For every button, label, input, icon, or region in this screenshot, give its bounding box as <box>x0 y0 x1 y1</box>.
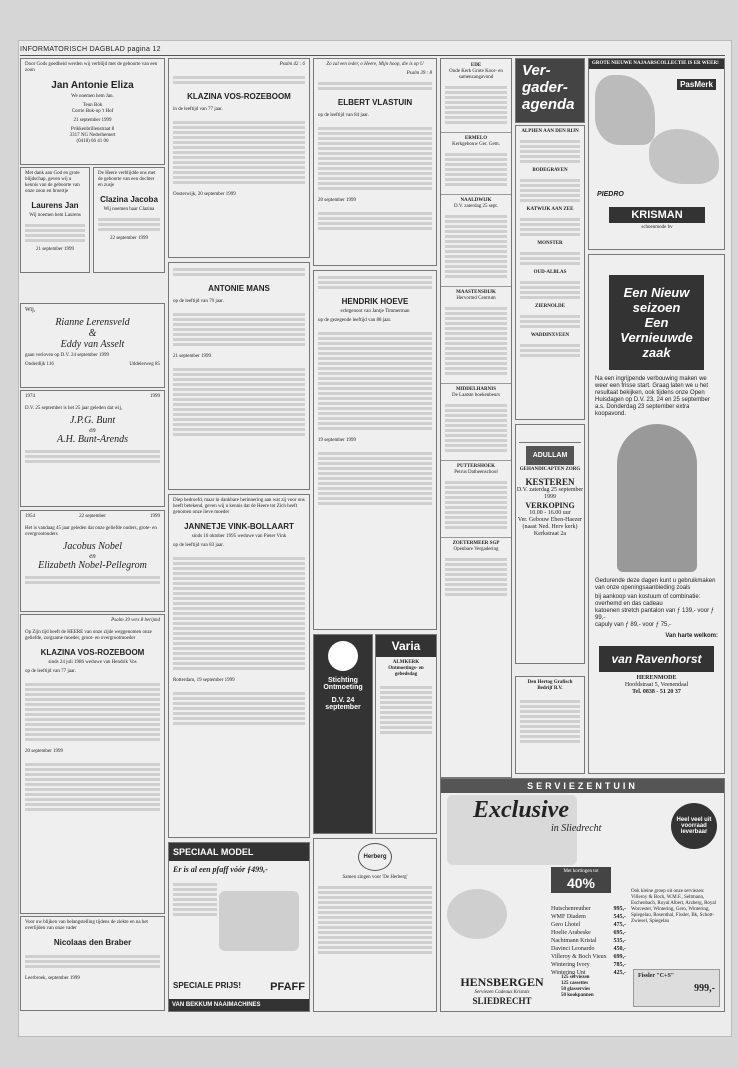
stichting-title: Stichting Ontmoeting <box>323 677 363 691</box>
deceased-name: JANNETJE VINK-BOLLAART <box>184 522 294 531</box>
adullam-subtitle: GEHANDICAPTEN ZORG <box>519 467 581 472</box>
store-address: Hoofdstraat 5, Veenendaal <box>624 682 689 688</box>
year-start: 1954 <box>25 514 35 519</box>
agenda-item: ZIERNOLDE <box>534 304 565 309</box>
agenda-title-3: agenda <box>522 96 575 113</box>
banner-word-een: Een <box>623 285 648 300</box>
price-list <box>551 905 626 977</box>
ravenhorst-logo: van Ravenhorst <box>599 646 714 672</box>
engagement-text: gaan verloven op D.V. 24 september 1999 <box>25 353 110 358</box>
agenda-item: ALPHEN AAN DEN RIJN <box>521 129 579 134</box>
price-row: Gero Lhotel 475,- <box>551 922 626 928</box>
agenda-item: KATWIJK AAN ZEE <box>526 207 574 212</box>
quote: Zo zal een ieder, o Heere, Mijn hoop, die is op U <box>326 62 424 67</box>
spouse-of: echtgenoot van Jantje Timmerman <box>340 309 410 314</box>
adullam-ad <box>515 424 585 664</box>
parents: Teun Bok Corrie Bok-op 't Hof <box>71 103 114 114</box>
nickname: Wij noemen haar Clazina <box>103 207 155 212</box>
shoe-store-ad <box>588 58 725 250</box>
psalm-ref: Psalm 39 : 8 <box>406 71 432 76</box>
age-text: op de leeftijd van 77 jaar. <box>25 669 76 674</box>
deceased-name: Nicolaas den Braber <box>53 938 132 947</box>
address-2: Uddelerweg 85 <box>129 362 160 367</box>
birth-date: 21 september 1999 <box>73 118 112 123</box>
stock-count: 50 kookpannen <box>561 993 594 998</box>
varia-text: ALMKERK Ontmoetings- en gebedsdag <box>388 660 424 677</box>
church-text: D.V. zaterdag 25 sept. <box>453 204 499 209</box>
church-title: EDE <box>470 63 482 68</box>
pfaff-ad <box>168 842 310 1012</box>
church-title: PUTTERSHOEK <box>456 464 496 469</box>
agenda-list <box>515 125 585 420</box>
store-name: HENSBERGEN <box>460 975 544 989</box>
adullam-logo: ADULLAM <box>526 446 574 465</box>
ravenhorst-ad <box>588 254 725 774</box>
baby-name: Laurens Jan <box>31 201 79 210</box>
discount-box <box>551 867 611 893</box>
psalm-ref: Psalm 39 vers 8 berijmd <box>111 618 160 623</box>
year-end: 1999 <box>150 394 160 399</box>
obituary-notice-6 <box>313 270 437 630</box>
church-title: ERMELO <box>464 136 488 141</box>
age-text: op de leeftijd van 83 jaar. <box>173 543 224 548</box>
and-text: en <box>89 552 96 560</box>
obituary-notice-2 <box>168 58 310 258</box>
engagement-notice <box>20 303 165 388</box>
death-date: 20 september 1999 <box>318 198 357 203</box>
death-date: Rotterdam, 19 september 1999 <box>173 678 235 683</box>
banner-word-seizoen: seizoen <box>632 300 681 315</box>
death-date: 21 september 1999 <box>173 354 212 359</box>
obituary-notice-4 <box>168 494 310 838</box>
year-start: 1974 <box>25 394 35 399</box>
stock-counts <box>561 975 631 999</box>
shoe-image <box>595 75 655 145</box>
banner-word-nieuw: Nieuw <box>651 285 690 300</box>
price-row: WMF Diadem 545,- <box>551 914 626 920</box>
fissler-box <box>633 969 720 1007</box>
thanks-notice <box>20 916 165 1011</box>
store-text: Na een ingrijpende verbouwing maken we weer een frisse start. Graag laten we u het resultaat bekijken, ook tijdens onze Open Huisdagen op D.V. 23, 24 en 25 september a.s. Donderdag 23 september extra koopavond. <box>595 376 710 417</box>
agenda-item: BODEGRAVEN <box>532 168 568 173</box>
welcome-tag: Van harte welkom: <box>665 633 718 639</box>
stichting-logo-icon <box>328 641 358 671</box>
age-text: op de leeftijd van 84 jaar. <box>318 113 369 118</box>
nickname: Wij noemen hem Laurens <box>29 213 81 218</box>
sale-street: Kerkstraat 2a <box>533 531 567 537</box>
herberg-logo: Herberg <box>358 843 392 871</box>
sale-label: VERKOPING <box>525 501 575 510</box>
obituary-text: Diep bedroefd, maar in dankbare herinnering aan wat zij voor ons heeft betekend, geven wij u kennis dat de Heere tot Zich heeft genomen onze lieve moeder <box>173 498 305 515</box>
sale-place: Ver. Gebouw Eben-Haezer (naast Ned. Herv kerk) <box>517 517 583 530</box>
varia-ad <box>375 634 437 834</box>
thanks-date: Leerbroek, september 1999 <box>25 976 80 981</box>
fissler-title: Fissler "C+S" <box>638 973 675 979</box>
birth-date: 22 september 1999 <box>109 236 149 241</box>
price-row: Villeroy & Boch Vieux 699,- <box>551 954 626 960</box>
birth-date: 21 september 1999 <box>35 247 75 252</box>
church-agenda-column <box>440 58 512 778</box>
nickname: We noemen hem Jan. <box>71 94 114 99</box>
church-title: NAALDWIJK <box>460 198 492 203</box>
year-end: 1999 <box>149 514 160 519</box>
sewing-machine-image <box>219 891 299 951</box>
church-text: Openbare Vergadering <box>453 547 499 552</box>
store-town: SLIEDRECHT <box>472 996 532 1006</box>
store-phone: Tel. 0838 - 51 20 37 <box>632 689 681 695</box>
piedro-logo: PIEDRO <box>597 191 624 198</box>
header-rule <box>20 55 725 56</box>
birth-intro: De Heere verblijdde ons met de geboorte van een dochter en zusje <box>98 171 156 188</box>
widow-of: sinds 16 oktober 1995 weduwe van Pieter Vink <box>191 534 287 539</box>
age-text: in de leeftijd van 77 jaar. <box>173 107 223 112</box>
price-row: Davinci Leonardo 450,- <box>551 946 626 952</box>
death-date: Oosterwijk, 20 september 1999 <box>173 192 236 197</box>
pfaff-logo: PFAFF <box>270 981 305 993</box>
address-1: Onderdijk 116 <box>25 362 54 367</box>
baby-name: Jan Antonie Eliza <box>51 80 134 91</box>
and-text: en <box>89 426 96 434</box>
wife-name: Elizabeth Nobel-Pellegrom <box>38 560 147 571</box>
banner-word-een-2: Een <box>644 315 669 330</box>
deceased-name: ELBERT VLASTUIN <box>337 98 413 107</box>
sale-time: 10.00 - 16.00 uur <box>529 510 571 516</box>
baby-name: Clazina Jacoba <box>100 195 158 204</box>
church-text: Oude Kerk Grote Koor- en samenzangavond <box>449 69 503 80</box>
offer-intro: Gedurende deze dagen kunt u gebruikmaken van onze openingsaanbieding zoals <box>595 578 716 591</box>
den-hertog-ad <box>515 676 585 774</box>
agenda-item: WADDINXVEEN <box>530 333 570 338</box>
stichting-header <box>519 428 581 443</box>
husband-name: J.P.G. Bunt <box>69 415 116 426</box>
stichting-ontmoeting-ad <box>313 634 373 834</box>
sliedrecht-subtitle: in Sliedrecht <box>551 823 602 834</box>
serviezentuin-banner: SERVIEZENTUIN <box>441 779 724 793</box>
anniversary-date: 22 september <box>79 514 106 519</box>
psalm-ref: Psalm 42 : 6 <box>279 62 305 67</box>
varia-title: Varia <box>376 635 436 657</box>
brands-text: Ook kleine groep uit onze serviezen: Villeroy & Boch, W.M.F., Seltmann, Eschenbach, Royal Albert, Arzberg, Royal Worcester, Wintering, Gero, Wintering, Spiegelau, Rosenthal, Fissler, Bk, Schott-Zwiesel, Spiegelau <box>631 889 717 924</box>
agenda-header <box>515 58 585 123</box>
offer-item-3: capuly van ƒ 89,- voor ƒ 75,- <box>595 622 672 628</box>
agenda-item: OUD-ALBLAS <box>533 270 567 275</box>
birth-notice-1 <box>20 58 165 165</box>
store-type: HERENMODE <box>636 675 677 681</box>
sale-date: D.V. zaterdag 25 september 1999 <box>516 487 584 500</box>
price-row: Hoelie Arabeske 695,- <box>551 930 626 936</box>
man-in-suit-image <box>617 424 697 572</box>
address: Prikkenbrillenstraat 8 3317 NG Nederhemert (0418) 66 41 00 <box>69 127 116 144</box>
price-row: Wintering Uni 425,- <box>551 970 626 976</box>
special-price-label: SPECIALE PRIJS! <box>173 981 242 990</box>
store-subtitle: Serviezen Cadeaus Kristals <box>474 990 530 995</box>
stichting-date: D.V. 24 september <box>325 697 361 711</box>
agenda-title-2: gader- <box>522 79 568 96</box>
anniversary-notice-1 <box>20 390 165 507</box>
deceased-name: HENDRIK HOEVE <box>341 297 409 306</box>
birth-intro: Met dank aan God en grote blijdschap, geven wij u kennis van de geboorte van onze zoon en broertje <box>25 171 80 194</box>
offer-item-1: bij aankoop van kostuum of combinatie: overhemd en das cadeau <box>595 594 701 607</box>
hensbergen-ad <box>440 778 725 1012</box>
obituary-notice-5 <box>313 58 437 266</box>
church-text: Hervormd Centrum <box>456 296 496 301</box>
price-row: Hutschenreuther 995,- <box>551 906 626 912</box>
stock-badge: Heel veel uit voorraad leverbaar <box>671 803 717 849</box>
obituary-text: Op Zijn tijd heeft de HEERE van onze zijde weggenomen onze geliefde, zorgzame moeder, groot- en overgrootmoeder <box>25 630 152 641</box>
den-hertog-title: Den Hertog Grafisch Bedrijf B.V. <box>527 680 573 691</box>
death-date: 19 september 1999 <box>318 438 357 443</box>
deceased-name: KLAZINA VOS-ROZEBOOM <box>187 92 291 101</box>
offer-item-2: katoenen stretch pantalon van ƒ 139,- voor ƒ 99,- <box>595 608 715 621</box>
age-text: op de leeftijd van 79 jaar. <box>173 299 224 304</box>
discount-value: 40% <box>566 875 596 891</box>
husband-name: Jacobus Nobel <box>62 541 123 552</box>
ad-price: Er is al een pfaff vóór ƒ499,- <box>173 865 268 874</box>
deceased-name: ANTONIE MANS <box>208 284 270 293</box>
engagement-amp: & <box>88 328 97 339</box>
stock-count: 50 glasservies <box>561 987 591 992</box>
collection-banner: GROTE NIEUWE NAJAARSCOLLECTIE IS ER WEER! <box>589 59 724 69</box>
plate-image <box>447 889 507 939</box>
exclusive-title: Exclusive <box>473 797 569 823</box>
church-title: ZOETERMEER SGP <box>452 541 500 546</box>
dealer-name: VAN BEKKUM NAAIMACHINES <box>169 999 309 1011</box>
church-text: Petrus Datheenschool <box>454 470 498 475</box>
church-text: De Laatste boekenbeurs <box>451 393 501 398</box>
engagement-label: Wij, <box>25 307 36 313</box>
deceased-name: KLAZINA VOS-ROZEBOOM <box>40 648 145 657</box>
thanks-text: Voor uw blijken van belangstelling tijdens de ziekte en na het overlijden van onze vader <box>25 920 148 931</box>
anniversary-text: D.V. 25 september is het 25 jaar geleden dat wij, <box>25 406 123 411</box>
banner-word-vernieuwde: Vernieuwde <box>620 330 693 345</box>
death-date: 20 september 1999 <box>25 749 64 754</box>
wife-name: A.H. Bunt-Arends <box>56 434 128 445</box>
anniversary-text: Het is vandaag 45 jaar geleden dat onze geliefde ouders, grote- en overgrootouders <box>25 526 157 537</box>
town-name: KESTEREN <box>525 477 575 487</box>
church-title: MIDDELHARNIS <box>455 387 496 392</box>
krisman-logo: KRISMAN <box>609 207 705 223</box>
price-row: Wintering Ivory 785,- <box>551 962 626 968</box>
new-season-banner <box>609 275 704 370</box>
agenda-title-1: Ver- <box>522 62 551 79</box>
krisman-subtitle: schoenmode bv <box>641 225 673 230</box>
page-header: INFORMATORISCH DAGBLAD pagina 12 <box>20 46 161 53</box>
hensbergen-logo <box>447 975 557 1006</box>
banner-word-zaak: zaak <box>642 345 671 360</box>
agenda-item: MONSTER <box>537 241 563 246</box>
widow-of: sinds 24 juli 1986 weduwe van Hendrik Vos <box>48 660 137 665</box>
shoe-image-2 <box>649 129 719 184</box>
obituary-notice-3 <box>168 262 310 490</box>
birth-notice-3 <box>93 167 165 273</box>
anniversary-notice-2 <box>20 510 165 612</box>
herberg-text: Samen zingen voor 'De Herberg' <box>342 875 408 880</box>
herberg-ad <box>313 838 437 1012</box>
pasmerk-logo: PasMerk <box>677 79 716 90</box>
engagement-name-2: Eddy van Asselt <box>60 339 125 350</box>
church-title: MAASTENSDIJK <box>456 290 496 295</box>
obituary-notice-1 <box>20 614 165 914</box>
birth-intro: Door Gods goedheid werden wij verblijd met de geboorte van een zoon <box>25 62 158 73</box>
church-text: Kerkgebouw Ger. Gem. <box>452 142 500 147</box>
stock-count: 125 cassettes <box>561 981 589 986</box>
stock-count: 125 serviezen <box>561 975 590 980</box>
age-text: op de gezegende leeftijd van 88 jaar. <box>318 318 392 323</box>
engagement-name-1: Rianne Lerensveld <box>55 317 130 328</box>
fissler-price: 999,- <box>694 983 715 994</box>
ad-title: SPECIAAL MODEL <box>169 843 309 861</box>
birth-notice-2 <box>20 167 90 273</box>
discount-label: Met kortingen tot <box>563 869 599 874</box>
price-row: Nachtmann Kristal 535,- <box>551 938 626 944</box>
